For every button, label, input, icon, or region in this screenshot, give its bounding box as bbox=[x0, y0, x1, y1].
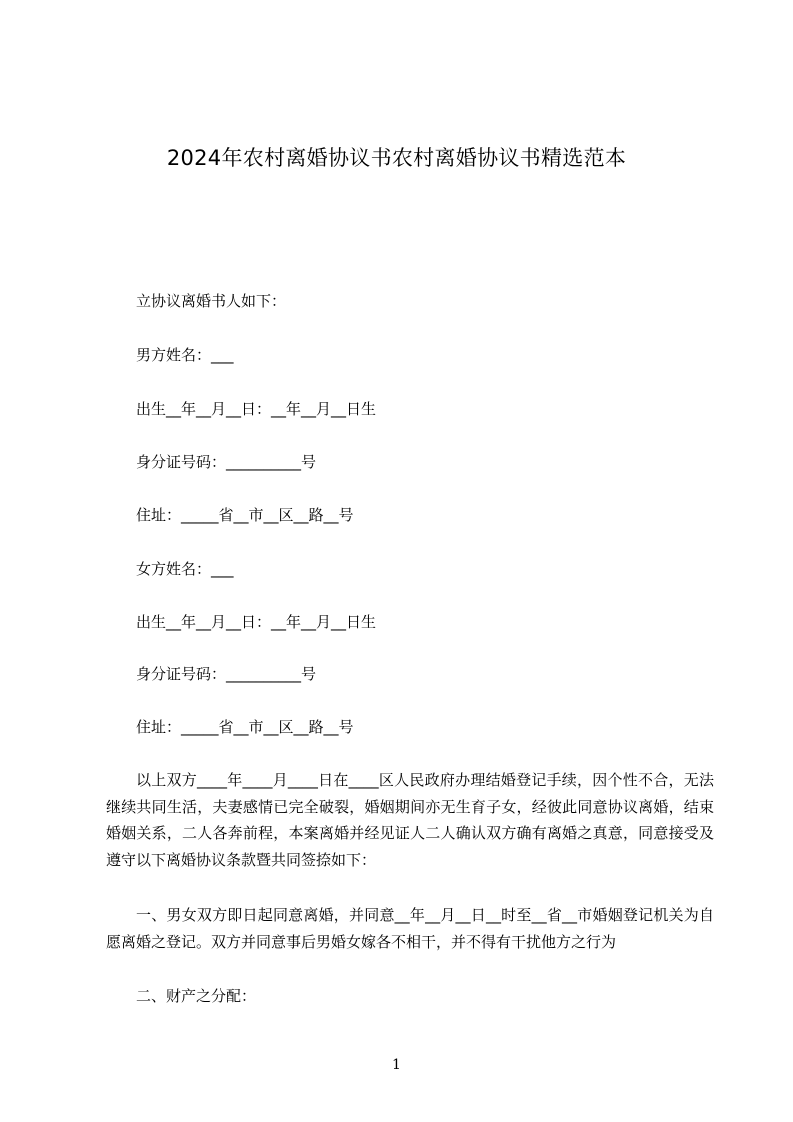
female-name-line: 女方姓名：___ bbox=[136, 560, 234, 578]
male-address-line: 住址：_____省__市__区__路__号 bbox=[136, 506, 354, 524]
marriage-statement-paragraph: 以上双方____年____月____日在____区人民政府办理结婚登记手续，因个性不合，无法继续共同生活，夫妻感情已完全破裂，婚姻期间亦无生育子女，经彼此同意协议离婚，结束婚姻关系，二人各奔前程，本案离婚并经见证人二人确认双方确有离婚之真意，同意接受及遵守以下离婚协议条款暨共同签捺如下： bbox=[106, 771, 714, 869]
intro-line: 立协议离婚书人如下： bbox=[136, 292, 287, 310]
male-birth-line: 出生__年__月__日：__年__月__日生 bbox=[136, 400, 377, 418]
page-number: 1 bbox=[392, 1057, 401, 1073]
female-id-line: 身分证号码：__________号 bbox=[136, 665, 317, 683]
section-heading-property: 二、财产之分配： bbox=[136, 987, 257, 1005]
female-address-line: 住址：_____省__市__区__路__号 bbox=[136, 718, 354, 736]
document-title: 2024年农村离婚协议书农村离婚协议书精选范本 bbox=[166, 146, 627, 170]
clause-one-paragraph: 一、男女双方即日起同意离婚，并同意__年__月__日__时至__省__市婚姻登记机关为自愿离婚之登记。双方并同意事后男婚女嫁各不相干，并不得有干扰他方之行为 bbox=[106, 906, 714, 951]
female-birth-line: 出生__年__月__日：__年__月__日生 bbox=[136, 613, 377, 631]
male-id-line: 身分证号码：__________号 bbox=[136, 453, 317, 471]
male-name-line: 男方姓名：___ bbox=[136, 346, 234, 364]
